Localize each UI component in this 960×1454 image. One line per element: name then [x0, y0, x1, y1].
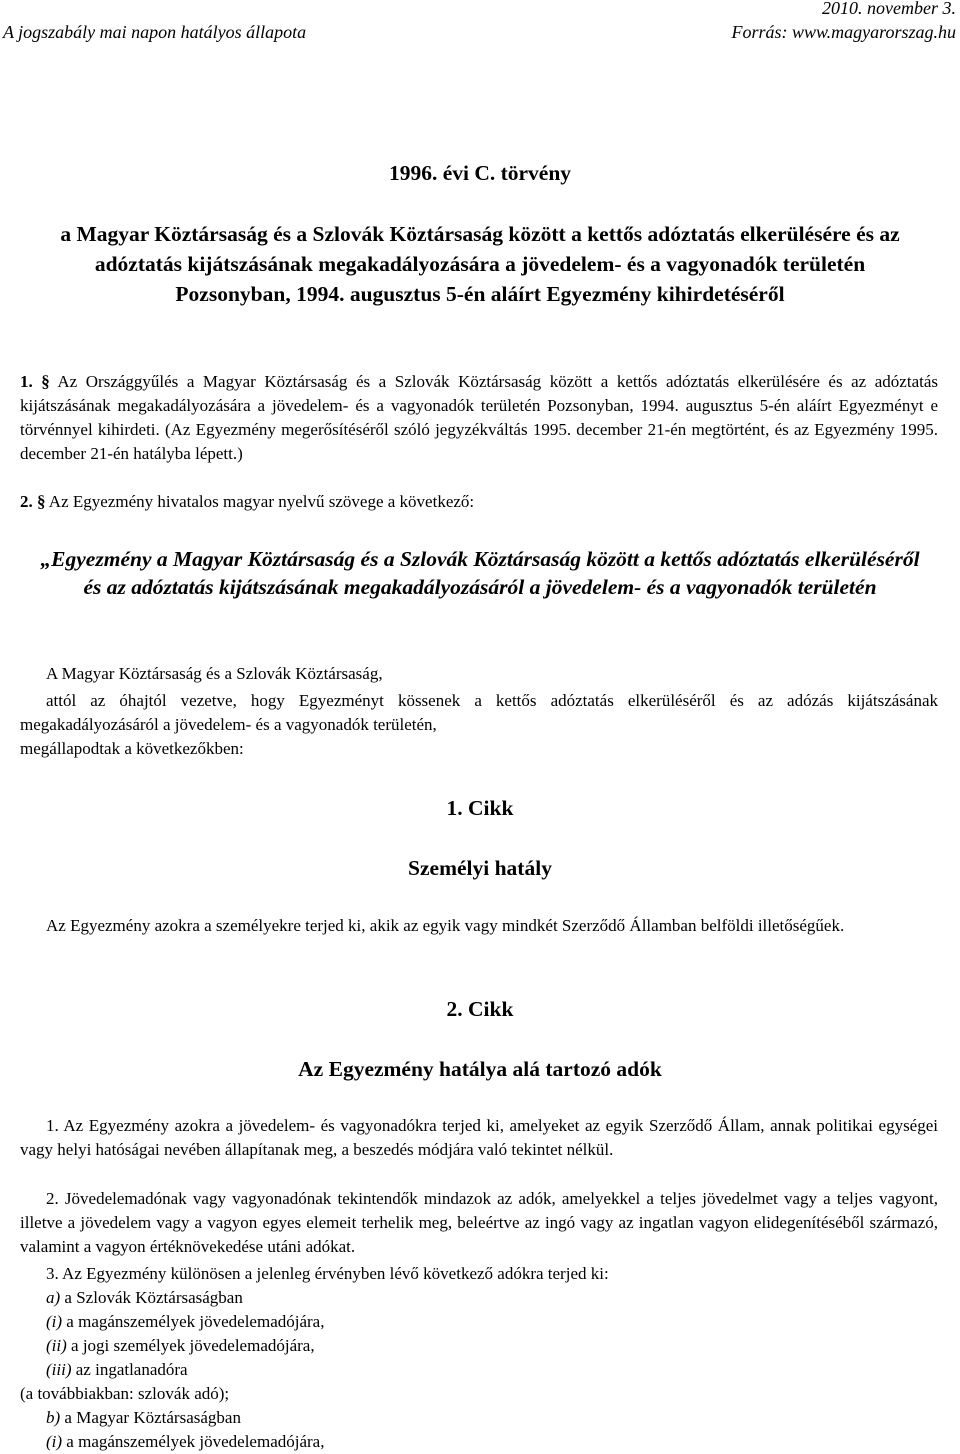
list-item-b-i: [46, 1430, 324, 1454]
treaty-agreed: megállapodtak a következőkben:: [20, 739, 244, 758]
list-marker-a-iii: (iii): [46, 1360, 72, 1379]
list-item-a: [46, 1286, 243, 1310]
slovak-tax-definition: (a továbbiakban: szlovák adó);: [20, 1384, 230, 1403]
list-text-b-i: a magánszemélyek jövedelemadójára,: [62, 1432, 325, 1451]
article-1-heading: Személyi hatály: [408, 856, 552, 880]
section-1-text: Az Országgyűlés a Magyar Köztársaság és a Szlovák Köztársaság között a kettős adóztatás elkerülésére és az adóztatás kijátszásának megakadályozására a jövedelem- és a vagyonadók területén Pozsonyban, 1994. augusztus 5-én aláírt Egyezményt e törvénnyel kihirdeti. (Az Egyezmény megerősítéséről szóló jegyzékváltás 1995. december 21-én megtörtént, és az Egyezmény 1995. december 21-én hatályba lépett.): [20, 372, 938, 463]
treaty-title: „Egyezmény a Magyar Köztársaság és a Szlovák Köztársaság között a kettős adóztatás elkerüléséről és az adóztatás kijátszásának megakadályozásáról a jövedelem- és a vagyonadók területén: [40, 547, 920, 599]
list-text-a-iii: az ingatlanadóra: [71, 1360, 188, 1379]
article-2-para-1: 1. Az Egyezmény azokra a jövedelem- és vagyonadókra terjed ki, amelyeket az egyik Szerződő Állam, annak politikai egységei vagy helyi hatóságai nevében állapítanak meg, a beszedés módjára való tekintet nélkül.: [20, 1116, 938, 1159]
article-2-para-3: 3. Az Egyezmény különösen a jelenleg érvényben lévő következő adókra terjed ki:: [46, 1264, 609, 1283]
list-text-a: a Szlovák Köztársaságban: [60, 1288, 243, 1307]
law-subtitle: a Magyar Köztársaság és a Szlovák Köztársaság között a kettős adóztatás elkerülésére és az adóztatás kijátszásának megakadályozására a jövedelem- és a vagyonadók területén Pozsonyban, 1994. augusztus 5-én aláírt Egyezmény kihirdetéséről: [60, 222, 900, 306]
list-marker-a-i: (i): [46, 1312, 63, 1331]
header-date: 2010. november 3.: [822, 0, 956, 18]
list-marker-b-i: (i): [46, 1432, 63, 1451]
article-2-para-2: 2. Jövedelemadónak vagy vagyonadónak tekintendők mindazok az adók, amelyekkel a teljes jövedelmet vagy a teljes vagyont, illetve a jövedelem vagy a vagyon egyes elemeit terhelik meg, beleértve az ingó vagy az ingatlan vagyon elidegenítéséből származó, valamint a vagyon értéknövekedése utáni adókat.: [20, 1189, 938, 1256]
article-2-heading: Az Egyezmény hatálya alá tartozó adók: [298, 1057, 662, 1081]
section-2-paragraph: [20, 490, 938, 514]
list-text-a-ii: a jogi személyek jövedelemadójára,: [66, 1336, 315, 1355]
treaty-preamble: attól az óhajtól vezetve, hogy Egyezményt kössenek a kettős adóztatás elkerüléséről és az adózás kijátszásának megakadályozásáról a jövedelem- és a vagyonadók területén,: [20, 691, 938, 734]
section-2-text: Az Egyezmény hivatalos magyar nyelvű szövege a következő:: [45, 492, 475, 511]
list-text-a-i: a magánszemélyek jövedelemadójára,: [62, 1312, 325, 1331]
law-title: 1996. évi C. törvény: [388, 161, 572, 185]
list-item-b: [46, 1406, 241, 1430]
list-text-b: a Magyar Köztársaságban: [60, 1408, 241, 1427]
list-marker-b: b): [46, 1408, 61, 1427]
list-marker-a-ii: (ii): [46, 1336, 67, 1355]
header-status-text: A jogszabály mai napon hatályos állapota: [3, 22, 307, 42]
list-item-a-ii: [46, 1334, 315, 1358]
article-1-text: Az Egyezmény azokra a személyekre terjed ki, akik az egyik vagy mindkét Szerződő Államban belföldi illetőségűek.: [46, 916, 845, 935]
section-2-marker: 2. §: [20, 492, 46, 511]
list-item-a-iii: [46, 1358, 188, 1382]
list-item-a-i: [46, 1310, 324, 1334]
section-1-paragraph: [20, 370, 938, 466]
section-1-marker: 1. §: [20, 372, 50, 391]
treaty-parties: A Magyar Köztársaság és a Szlovák Köztársaság,: [46, 664, 383, 683]
article-2-number: 2. Cikk: [446, 997, 514, 1021]
header-source: Forrás: www.magyarorszag.hu: [731, 22, 956, 42]
article-1-number: 1. Cikk: [446, 796, 514, 820]
list-marker-a: a): [46, 1288, 61, 1307]
